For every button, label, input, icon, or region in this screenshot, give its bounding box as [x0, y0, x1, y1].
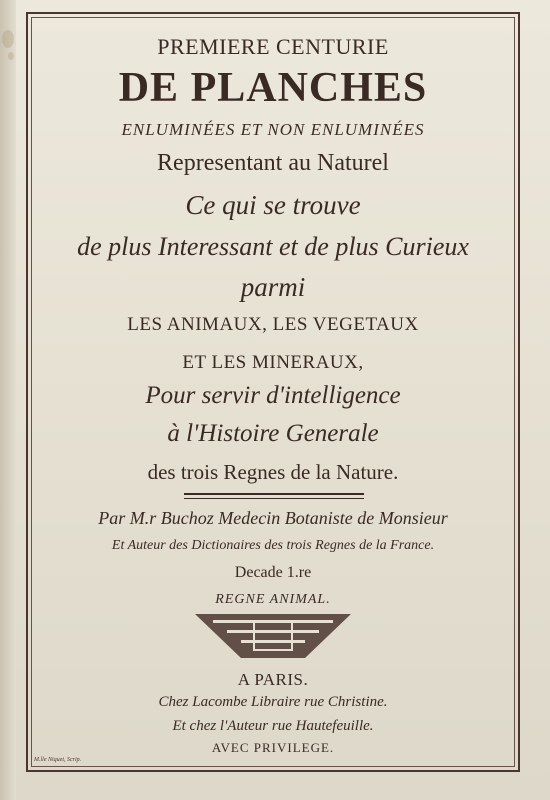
decade-label: Decade 1.re [234, 564, 312, 581]
title-line-11: à l'Histoire Generale [167, 420, 379, 447]
title-line-6: de plus Interessant et de plus Curieux [77, 232, 469, 261]
ornament-vignette [193, 612, 353, 660]
main-title: DE PLANCHES [118, 65, 428, 111]
title-line-4: Representant au Naturel [157, 150, 389, 176]
title-line-7: parmi [240, 272, 306, 302]
title-line-1: PREMIERE CENTURIE [157, 34, 389, 59]
title-line-5: Ce qui se trouve [185, 190, 361, 220]
section-label: REGNE ANIMAL. [215, 592, 331, 607]
engraver-credit: M.lle Niquet, Scrip. [34, 757, 82, 763]
imprint-publisher: Chez Lacombe Libraire rue Christine. [158, 694, 388, 710]
title-line-10: Pour servir d'intelligence [145, 382, 401, 409]
title-line-12: des trois Regnes de la Nature. [147, 460, 399, 484]
ornamental-rule [184, 493, 364, 499]
title-line-9: ET LES MINERAUX, [182, 352, 364, 373]
author-line-1: Par M.r Buchoz Medecin Botaniste de Monsieur [98, 508, 448, 528]
ink-stain [8, 52, 14, 60]
imprint-author-address: Et chez l'Auteur rue Hautefeuille. [172, 718, 374, 734]
author-line-2: Et Auteur des Dictionaires des trois Regnes de la France. [111, 538, 435, 553]
imprint-city: A PARIS. [237, 670, 309, 689]
title-line-8: LES ANIMAUX, LES VEGETAUX [127, 314, 419, 335]
ink-stain [2, 30, 14, 48]
imprint-privilege: AVEC PRIVILEGE. [211, 740, 335, 755]
page-spine-shadow [0, 0, 16, 800]
title-line-3: ENLUMINÉES ET NON ENLUMINÉES [121, 120, 425, 139]
title-page-content [34, 22, 512, 762]
